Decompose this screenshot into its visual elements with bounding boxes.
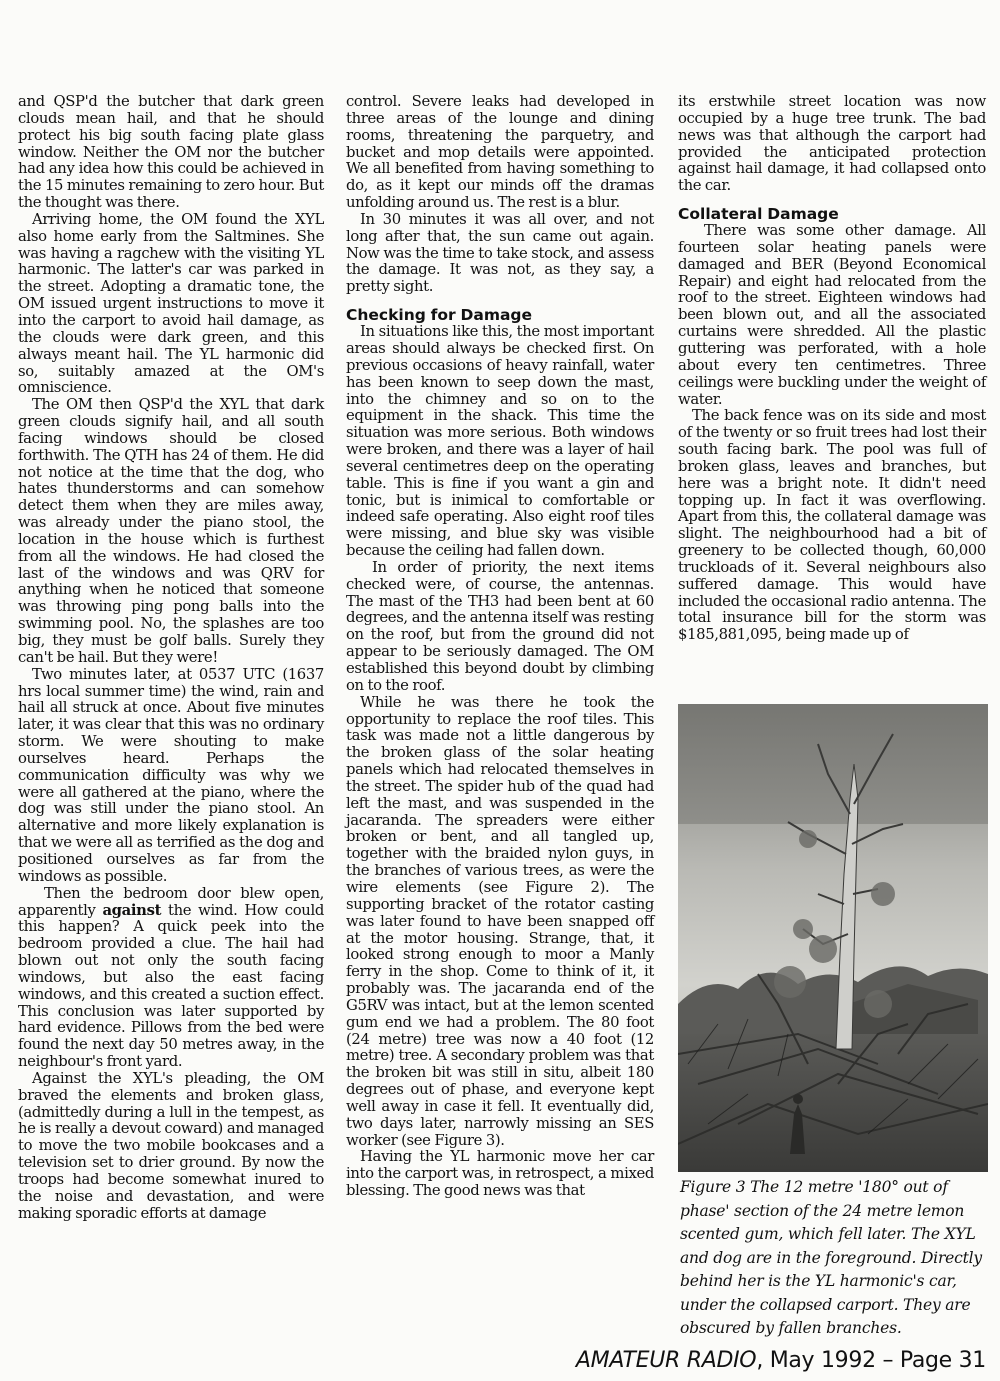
- paragraph: its erstwhile street location was now occupied by a huge tree trunk. The bad news was that although the carport had provided the anticipated protection against hail damage, it had collapsed onto the car.: [678, 93, 986, 195]
- paragraph: Against the XYL's pleading, the OM braved the elements and broken glass, (admittedly during a lull in the tempest, as he is really a devout coward) and managed to move the two mobile bookcases and a television set to drier ground. By now the troops had become somewhat inured to the noise and devastation, and were making sporadic efforts at damage: [18, 1069, 324, 1222]
- issue-info: , May 1992 – Page 31: [756, 1348, 986, 1373]
- paragraph: The back fence was on its side and most of the twenty or so fruit trees had lost their south facing bark. The pool was full of broken glass, leaves and branches, but here was a bright note. It didn't need topping up. In fact it was overflowing. Apart from this, the collateral damage was slight. The neighbourhood had a bit of greenery to be collected though, 60,000 truckloads of it. Several neighbours also suffered damage. This would have included the occasional radio antenna. The total insurance bill for the storm was $185,881,095, being made up of: [678, 407, 986, 644]
- figure-caption: Figure 3 The 12 metre '180° out of phase' section of the 24 metre lemon scented gum, which fell later. The XYL and dog are in the foreground. Directly behind her is the YL harmonic's car, under the collapsed carport. They are obscured by fallen branches.: [680, 1178, 982, 1337]
- section-heading: Collateral Damage: [678, 205, 839, 224]
- paragraph: There was some other damage. All fourteen solar heating panels were damaged and BER (Beyond Economical Repair) and eight had relocated from the roof to the street. Eighteen windows had been blown out, and all the associated curtains were shredded. All the plastic guttering was perforated, with a hole about every ten centimetres. Three ceilings were buckling under the weight of water.: [678, 222, 986, 408]
- paragraph: and QSP'd the butcher that dark green clouds mean hail, and that he should protect his big south facing plate glass window. Neither the OM nor the butcher had any idea how this could be achieved in the 15 minutes remaining to zero hour. But the thought was there.: [18, 93, 324, 212]
- emphasis: against: [102, 901, 162, 919]
- paragraph: Arriving home, the OM found the XYL also home early from the Saltmines. She was having a ragchew with the visiting YL harmonic. The latter's car was parked in the street. Adopting a dramatic tone, the OM issued urgent instructions to move it into the carport to avoid hail damage, as the clouds were dark green, and this always meant hail. The YL harmonic did so, suitably amazed at the OM's omniscience.: [18, 210, 324, 397]
- paragraph: Having the YL harmonic move her car into the carport was, in retrospect, a mixed blessing. The good news was that: [346, 1148, 654, 1200]
- text-run: the wind. How could this happen? A quick peek into the bedroom provided a clue. The hail had blown out not only the south facing windows, but also the east facing windows, and this created a suction effect. This conclusion was later supported by hard evidence. Pillows from the bed were found the next day 50 metres away, in the neighbour's front yard.: [18, 901, 324, 1071]
- paragraph: Two minutes later, at 0537 UTC (1637 hrs local summer time) the wind, rain and hail all struck at once. About five minutes later, it was clear that this was no ordinary storm. We were shouting to make ourselves heard. Perhaps the communication difficulty was why we were all gathered at the piano, where the dog was still under the piano stool. An alternative and more likely explanation is that we were all as terrified as the dog and positioned ourselves as far from the windows as possible.: [18, 665, 324, 885]
- column-2: [346, 94, 654, 1200]
- storm-damage-photo: [678, 704, 988, 1172]
- paragraph: The OM then QSP'd the XYL that dark green clouds signify hail, and all south facing windows should be closed forthwith. The QTH has 24 of them. He did not notice at the time that the dog, who hates thunderstorms and can somehow detect them when they are miles away, was already under the piano stool, the location in the house which is furthest from all the windows. He had closed the last of the windows and was QRV for anything when he noticed that someone was throwing ping pong balls into the swimming pool. No, the splashes are too big, they must be golf balls. Surely they can't be hail. But they were!: [18, 396, 324, 666]
- paragraph: In situations like this, the most important areas should always be checked first. On previous occasions of heavy rainfall, water has been known to seep down the mast, into the chimney and so on to the equipment in the shack. This time the situation was more serious. Both windows were broken, and there was a layer of hail several centimetres deep on the operating table. This is fine if you want a gin and tonic, but is inimical to comfortable or indeed safe operating. Also eight roof tiles were missing, and blue sky was visible because the ceiling had fallen down.: [346, 323, 654, 560]
- column-3: [678, 94, 986, 644]
- text-run: Then the bedroom door blew open, apparently: [18, 884, 324, 919]
- page-footer: [576, 1348, 986, 1374]
- column-1: [18, 94, 324, 1223]
- paragraph: While he was there he took the opportunity to replace the roof tiles. This task was made not a little dangerous by the broken glass of the solar heating panels which had relocated themselves in the street. The spider hub of the quad had left the mast, and was suspended in the jacaranda. The spreaders were either broken or bent, and all tangled up, together with the braided nylon guys, in the branches of various trees, as were the wire elements (see Figure 2). The supporting bracket of the rotator casting was later found to have been snapped off at the motor housing. Strange, that, it looked strong enough to moor a Manly ferry in the shop. Come to think of it, it probably was. The jacaranda end of the G5RV was intact, but at the lemon scented gum end we had a problem. The 80 foot (24 metre) tree was now a 40 foot (12 metre) tree. A secondary problem was that the broken bit was still in situ, albeit 180 degrees out of phase, and everyone kept well away in case it fell. It eventually did, two days later, narrowly missing an SES worker (see Figure 3).: [346, 693, 654, 1149]
- figure-3-photo: [678, 704, 988, 1172]
- magazine-name: AMATEUR RADIO: [575, 1348, 757, 1373]
- paragraph: In 30 minutes it was all over, and not long after that, the sun came out again. Now was the time to take stock, and assess the damage. It was not, as they say, a pretty sight.: [346, 210, 654, 296]
- section-heading: Checking for Damage: [346, 306, 533, 325]
- paragraph: control. Severe leaks had developed in three areas of the lounge and dining rooms, threatening the parquetry, and bucket and mop details were appointed. We all benefited from having something to do, as it kept our minds off the dramas unfolding around us. The rest is a blur.: [346, 93, 654, 212]
- paragraph: [18, 886, 324, 1071]
- paragraph: In order of priority, the next items checked were, of course, the antennas. The mast of the TH3 had been bent at 60 degrees, and the antenna itself was resting on the roof, but from the ground did not appear to be seriously damaged. The OM established this beyond doubt by climbing on to the roof.: [346, 558, 654, 694]
